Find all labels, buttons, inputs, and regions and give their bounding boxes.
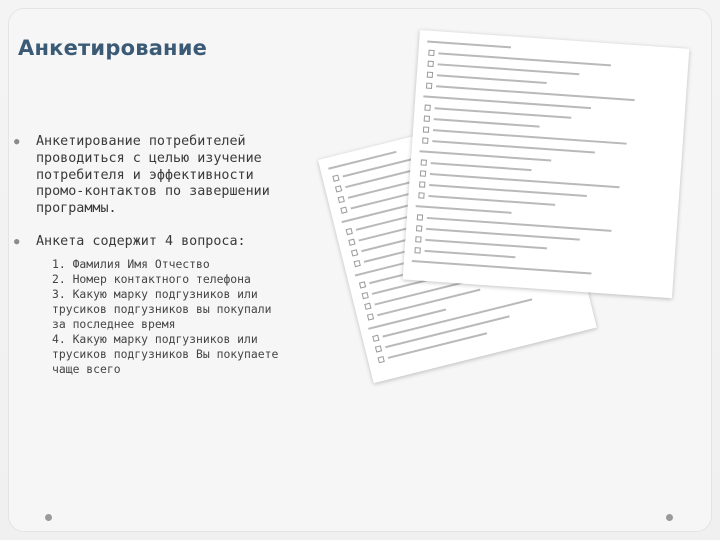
bullet-text: Анкета содержит 4 вопроса: (36, 233, 246, 249)
bullet-text: Анкетирование потребителей проводиться с целью изучение потребителя и эффективности промо-контактов по завершении программы. (36, 134, 270, 217)
sheet-checkbox (364, 303, 371, 310)
question-item: 3. Какую марку подгузников или трусиков подгузников вы покупали за последнее время (52, 286, 272, 331)
sheet-text-line (388, 332, 487, 359)
sheet-checkbox (419, 181, 425, 187)
sheet-checkbox (423, 126, 429, 132)
sheet-text-line (434, 118, 539, 127)
sheet-checkbox (417, 214, 423, 220)
sheet-text-line (425, 250, 516, 258)
sheet-text-line (435, 107, 572, 119)
question-item: 1. Фамилия Имя Отчество (52, 256, 210, 271)
sheet-checkbox (351, 249, 358, 256)
sheet-checkbox (420, 170, 426, 176)
corner-dot-right (666, 514, 673, 521)
sheet-text-line (328, 151, 396, 170)
sheet-checkbox (340, 207, 347, 214)
sheet-checkbox (424, 115, 430, 121)
sheet-checkbox (367, 313, 374, 320)
sheet-checkbox (332, 175, 339, 182)
bullet-list (14, 134, 290, 393)
sheet-checkbox (335, 185, 342, 192)
sheet-text-line (431, 162, 532, 171)
sheet-checkbox (416, 225, 422, 231)
sheet-text-line (419, 150, 551, 161)
bullet-item (14, 234, 290, 377)
sheet-checkbox (422, 137, 428, 143)
sheet-text-line (416, 205, 512, 214)
slide-title: Анкетирование (18, 36, 208, 60)
sheet-text-line (426, 228, 579, 241)
sheet-checkbox (414, 247, 420, 253)
questionnaire-sheet-front (403, 30, 690, 298)
sheet-checkbox (424, 105, 430, 111)
sheet-checkbox (427, 72, 433, 78)
sheet-checkbox (426, 83, 432, 89)
sheet-text-line (428, 195, 555, 206)
sheet-checkbox (362, 292, 369, 299)
sheet-checkbox (428, 50, 434, 56)
corner-dot-left (45, 514, 52, 521)
sheet-text-line (429, 184, 587, 197)
bullet-icon: ● (14, 137, 20, 147)
sheet-checkbox (348, 239, 355, 246)
question-item: 2. Номер контактного телефона (52, 271, 251, 286)
sheet-checkbox (372, 335, 379, 342)
sheet-checkbox (346, 228, 353, 235)
sheet-checkbox (338, 196, 345, 203)
sheet-checkbox (378, 356, 385, 363)
sheet-text-line (427, 41, 511, 49)
question-item: 4. Какую марку подгузников или трусиков подгузников Вы покупаете чаще всего (52, 331, 279, 376)
sheet-text-line (438, 63, 579, 75)
sheet-text-line (425, 239, 547, 250)
sheet-text-line (437, 74, 547, 84)
question-list (36, 257, 290, 377)
sheet-checkbox (359, 281, 366, 288)
sheet-text-line (412, 260, 592, 275)
sheet-checkbox (415, 236, 421, 242)
sheet-text-line (368, 309, 446, 330)
bullet-item (14, 134, 290, 218)
sheet-checkbox (354, 260, 361, 267)
sheet-text-line (423, 95, 591, 109)
sheet-checkbox (418, 192, 424, 198)
sheet-checkbox (427, 61, 433, 67)
sheet-checkbox (421, 159, 427, 165)
sheet-text-line (432, 140, 595, 153)
sheet-checkbox (375, 345, 382, 352)
bullet-icon: ● (14, 236, 20, 247)
